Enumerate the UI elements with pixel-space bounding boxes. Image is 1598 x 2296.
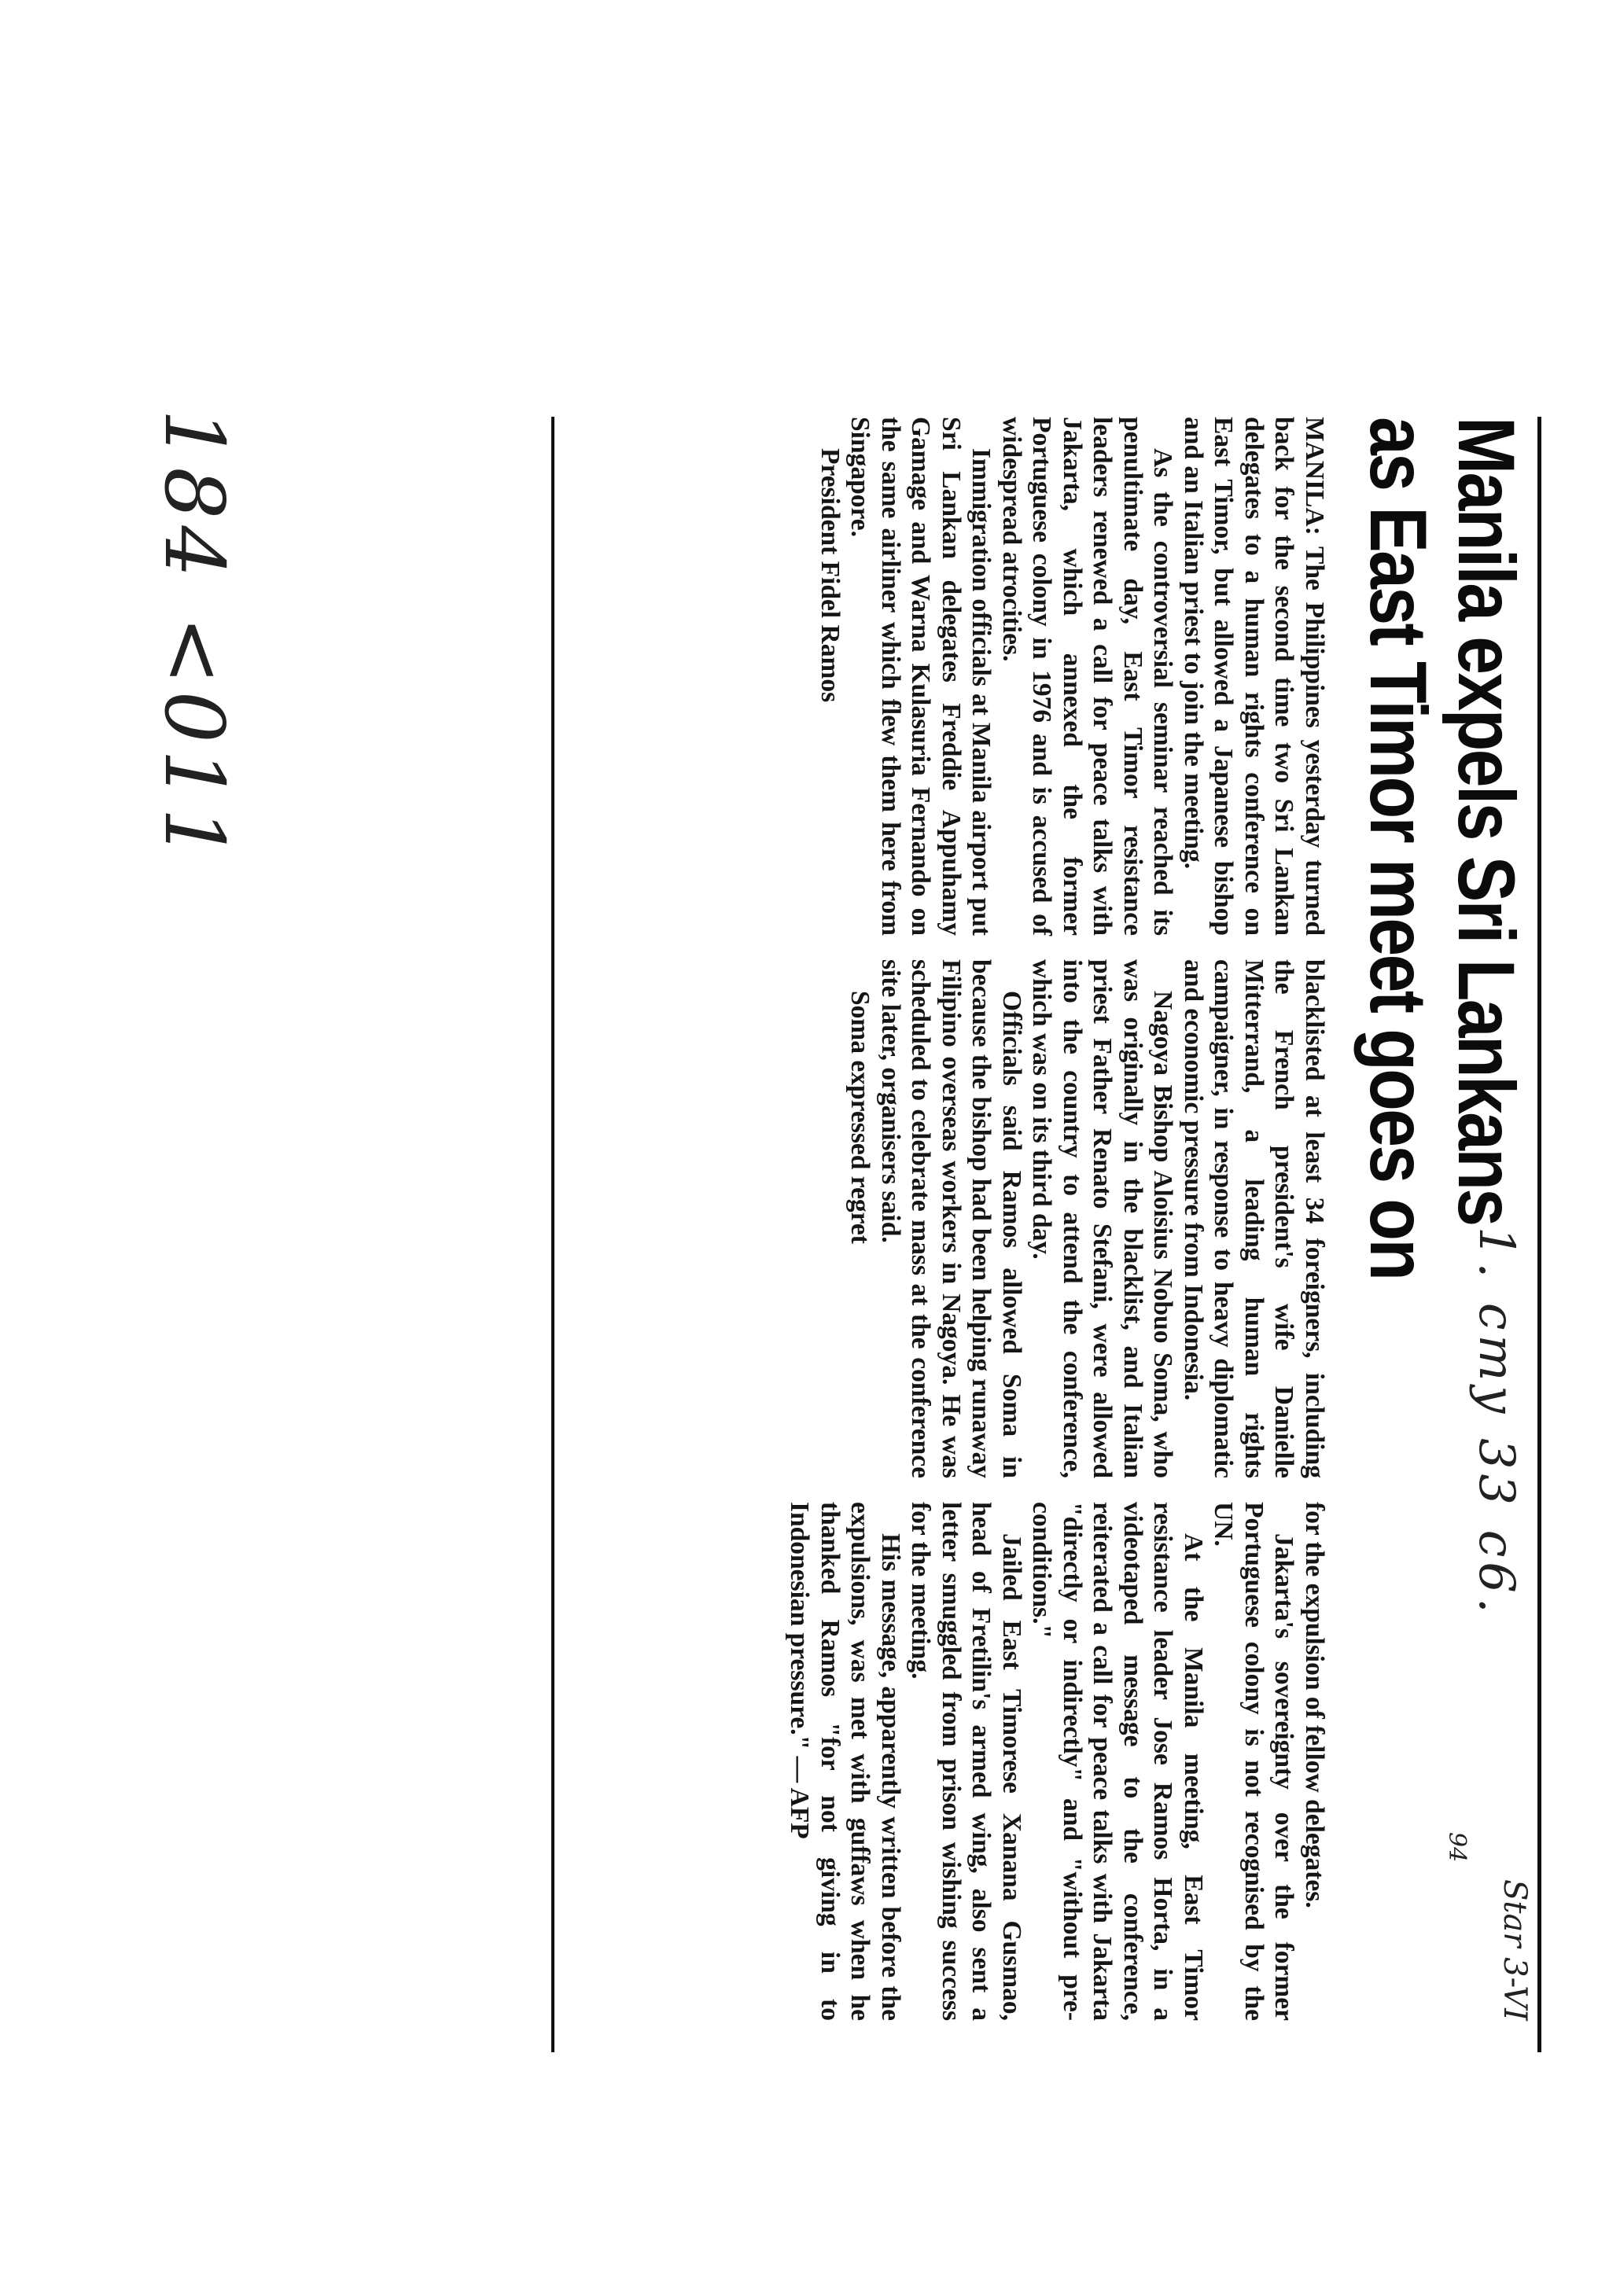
article-column-1 (562, 417, 1329, 936)
paragraph: blacklisted at least 34 foreigners, including the French president's wife Danielle Mitterrand, a leading human rights campaigner, in response to heavy diplomatic and economic pressure from Indonesia. (1179, 959, 1329, 1478)
paragraph: President Fidel Ramos (816, 448, 845, 703)
paragraph: MANILA: The Philippines yesterday turned back for the second time two Sri Lankan delegates to a human rights conference on East Timor, but allowed a Japanese bishop and an Italian priest to join the meeting. (1179, 417, 1329, 936)
top-rule (1537, 417, 1541, 2052)
article-column-3 (562, 1502, 1329, 2021)
article-column-2 (562, 959, 1329, 1478)
publication-mark (1439, 1832, 1533, 2021)
paragraph: As the controversial seminar reached its penultimate day, East Timor resistance leaders renewed a call for peace talks with Jakarta, which annexed the former Portuguese colony in 1976 and is accused of widespread atrocities. (997, 417, 1178, 936)
handwritten-date-note: 1. cmy 33 c6. (1468, 1227, 1526, 1618)
paragraph: for the expulsion of fellow delegates. (1300, 1502, 1329, 1908)
headline-line-1: Manila expels Sri Lankans (1442, 417, 1531, 1225)
handwritten-margin-note: 184 <011 (146, 409, 242, 867)
paragraph: Soma expressed regret (845, 991, 875, 1244)
publication-mark-text: Star 3-VI (1497, 1879, 1533, 2021)
bottom-rule (551, 417, 554, 2052)
headline-line-2: as East Timor meet goes on (1353, 417, 1443, 1279)
paragraph: Immigration officials at Manila airport put Sri Lankan delegates Freddie Appuhamy Gamage and Warna Kulasuria Fernando on the same airliner which flew them here from Singapore. (845, 417, 996, 936)
newspaper-clipping (543, 417, 1541, 2052)
paragraph: Officials said Ramos allowed Soma in because the bishop had been helping runaway Filipino overseas workers in Nagoya. He was scheduled to celebrate mass at the conference site later, organisers said. (876, 959, 1026, 1478)
publication-year: 94 (1443, 1832, 1471, 1863)
paragraph: At the Manila meeting, East Timor resistance leader Jose Ramos Horta, in a videotaped message to the conference, reiterated a call for peace talks with Jakarta "directly or indirectly" and "without pre-conditions." (1027, 1502, 1208, 2021)
paragraph: His message, apparently written before the expulsions, was met with guffaws when he thanked Ramos "for not giving in to Indonesian pressure." — AFP (785, 1502, 905, 2021)
headline (1354, 417, 1530, 1702)
paragraph: Nagoya Bishop Aloisius Nobuo Soma, who was originally in the blacklist, and Italian priest Father Renato Stefani, were allowed into the country to attend the conference, which was on its third day. (1027, 959, 1178, 1478)
article-body (562, 417, 1329, 2052)
paragraph: Jailed East Timorese Xanana Gusmao, head of Fretilin's armed wing, also sent a letter smuggled from prison wishing success for the meeting. (906, 1502, 1026, 2021)
paragraph: Jakarta's sovereignty over the former Portuguese colony is not recognised by the UN. (1209, 1502, 1299, 2021)
